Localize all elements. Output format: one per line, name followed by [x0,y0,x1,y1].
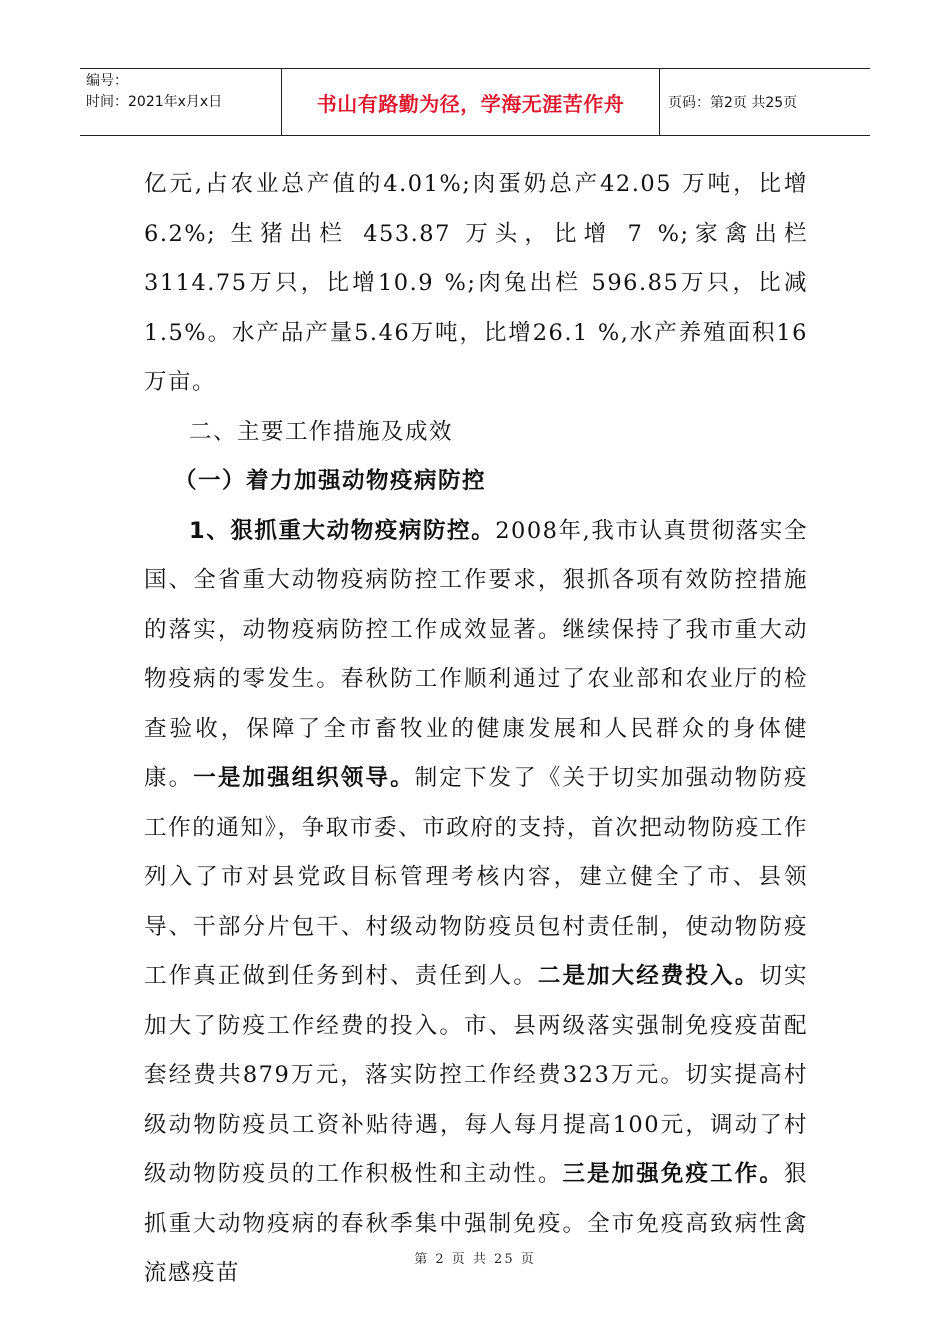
point-two-title: 二是加大经费投入。 [537,963,760,989]
point-one-title: 一是加强组织领导。 [193,765,415,791]
paragraph-disease-control [144,507,808,1299]
time-label: 时间：2021年x月x日 [86,94,223,110]
document-header [80,68,870,136]
number-label: 编号： [86,73,128,89]
point-three-text: 狠抓重大动物疫病的春秋季集中强制免疫。全市免疫高致病性禽流感疫苗 [144,1161,808,1286]
point-three-title: 三是加强免疫工作。 [562,1161,784,1187]
paragraph-text: 2008年,我市认真贯彻落实全国、全省重大动物疫病防控工作要求，狠抓各项有效防控措施的落实，动物疫病防控工作成效显著。继续保持了我市重大动物疫病的零发生。春秋防工作顺利通过了农业部和农业厅的检查验收，保障了全市畜牧业的健康发展和人民群众的身体健康。 [144,517,808,791]
paragraph-lead: 1、狠抓重大动物疫病防控。 [189,517,496,544]
paragraph-statistics: 亿元,占农业总产值的4.01%;肉蛋奶总产42.05 万吨，比增6.2%; 生猪出栏 453.87 万头，比增 7 %;家禽出栏3114.75万只，比增10.9 %;肉兔出栏 596.85万只，比减1.5%。水产品产量5.46万吨，比增26.1 %,水产养殖面积16万亩。 [144,171,809,395]
point-one-text: 制定下发了《关于切实加强动物防疫工作的通知》，争取市委、市政府的支持，首次把动物防疫工作列入了市对县党政目标管理考核内容，建立健全了市、县领导、干部分片包干、村级动物防疫员包村责任制，使动物防疫工作真正做到任务到村、责任到人。 [144,765,808,989]
page-footer: 第 2 页 共 25 页 [414,1252,536,1267]
document-body [144,160,808,1299]
section-heading: 二、主要工作措施及成效 [189,418,454,445]
header-motto: 书山有路勤为径，学海无涯苦作舟 [282,69,660,135]
point-two-text: 切实加大了防疫工作经费的投入。市、县两级落实强制免疫疫苗配套经费共879万元，落实防控工作经费323万元。切实提高村级动物防疫员工资补贴待遇，每人每月提高100元，调动了村级动物防疫员的工作积极性和主动性。 [144,963,808,1187]
header-page-info: 页码：第2页 共25页 [668,95,798,111]
header-meta [80,69,282,135]
subsection-heading: （一）着力加强动物疫病防控 [174,468,487,494]
